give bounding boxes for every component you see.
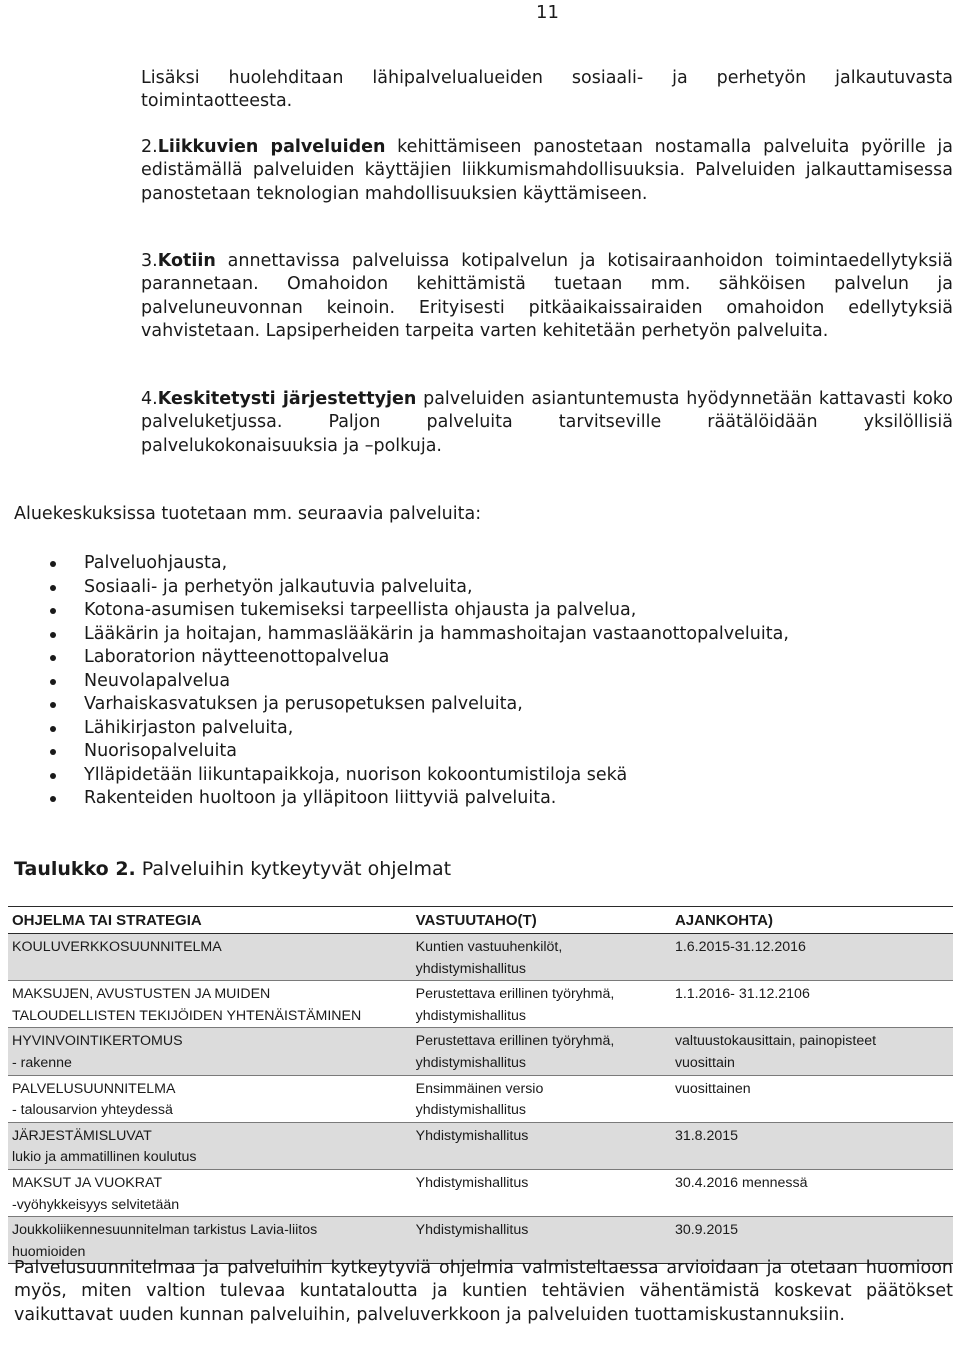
table-row xyxy=(8,1028,953,1075)
list-item xyxy=(0,787,789,811)
table-caption-text: Palveluihin kytkeytyvät ohjelmat xyxy=(135,858,452,880)
bullet-icon xyxy=(50,796,56,802)
list-item-text: Nuorisopalveluita xyxy=(84,741,237,761)
table-row xyxy=(8,1075,953,1122)
bullet-icon xyxy=(50,749,56,755)
cell-responsible xyxy=(412,981,671,1028)
cell-timing xyxy=(671,1028,953,1075)
cell-line: 30.9.2015 xyxy=(674,1222,739,1239)
cell-line: Yhdistymishallitus xyxy=(415,1174,529,1191)
bullet-icon xyxy=(50,773,56,779)
item-text: palveluiden asiantuntemusta hyödynnetään kattavasti koko palveluketjussa. Paljon palveluita tarvitseville räätälöidään yksilöllisiä palvelukokonaisuuksia ja –polkuja. xyxy=(141,389,953,456)
cell-line: yhdistymishallitus xyxy=(415,1007,526,1024)
list-item-4 xyxy=(141,388,953,458)
list-item-2 xyxy=(141,136,953,206)
column-header-program: OHJELMA TAI STRATEGIA xyxy=(8,907,412,934)
list-item xyxy=(0,646,789,670)
item-number: 4. xyxy=(141,389,158,409)
cell-line: vuosittain xyxy=(674,1054,735,1071)
table-row xyxy=(8,934,953,981)
cell-responsible xyxy=(412,1169,671,1216)
item-number: 2. xyxy=(141,137,158,157)
cell-program xyxy=(8,981,412,1028)
column-header-responsible: VASTUUTAHO(T) xyxy=(412,907,671,934)
cell-line: 1.1.2016- 31.12.2106 xyxy=(674,986,810,1003)
item-heading: Keskitetysti järjestettyjen xyxy=(157,389,417,409)
item-text: annettavissa palveluissa kotipalvelun ja kotisairaanhoidon toimintaedellytyksiä parannetaan. Omahoidon kehittämistä tuetaan mm. sähköisen palvelun ja palveluneuvonnan keinoin. Erityisesti pitkäaikaissairaiden omahoidon edellytyksiä vahvistetaan. Lapsiperheiden tarpeita varten kehitetään perhetyön palveluita. xyxy=(141,251,953,342)
cell-line: 31.8.2015 xyxy=(674,1127,739,1144)
list-item-3 xyxy=(141,250,953,344)
bullet-icon xyxy=(50,726,56,732)
list-item xyxy=(0,717,789,741)
cell-line: yhdistymishallitus xyxy=(415,1102,526,1119)
cell-line: TALOUDELLISTEN TEKIJÖIDEN YHTENÄISTÄMINEN xyxy=(12,1007,362,1024)
cell-timing xyxy=(671,981,953,1028)
cell-line: yhdistymishallitus xyxy=(415,960,526,977)
table-caption xyxy=(14,857,451,881)
cell-responsible xyxy=(412,1028,671,1075)
bullet-icon xyxy=(50,585,56,591)
cell-timing xyxy=(671,1075,953,1122)
table-header-row xyxy=(8,907,953,934)
bullet-icon xyxy=(50,561,56,567)
intro-paragraph: Lisäksi huolehditaan lähipalvelualueiden sosiaali- ja perhetyön jalkautuvasta toimintaotteesta. xyxy=(141,68,953,112)
list-item xyxy=(0,740,789,764)
cell-line: 1.6.2015-31.12.2016 xyxy=(674,939,806,955)
page-number: 11 xyxy=(536,2,559,23)
bullet-icon xyxy=(50,655,56,661)
column-header-timing: AJANKOHTA) xyxy=(671,907,953,934)
bullet-icon xyxy=(50,632,56,638)
cell-line: vuosittainen xyxy=(674,1080,751,1097)
table-row xyxy=(8,1169,953,1216)
list-item-text: Lääkärin ja hoitajan, hammaslääkärin ja hammashoitajan vastaanottopalveluita, xyxy=(84,623,789,644)
item-heading: Liikkuvien palveluiden xyxy=(157,137,386,157)
cell-line: -vyöhykkeisyys selvitetään xyxy=(12,1196,180,1213)
cell-responsible xyxy=(412,1122,671,1169)
services-intro: Aluekeskuksissa tuotetaan mm. seuraavia palveluita: xyxy=(14,504,482,524)
list-item xyxy=(0,693,789,717)
list-item-text: Lähikirjaston palveluita, xyxy=(84,717,294,738)
cell-line: PALVELUSUUNNITELMA xyxy=(12,1080,176,1097)
cell-line: Yhdistymishallitus xyxy=(415,1222,529,1239)
cell-line: KOULUVERKKOSUUNNITELMA xyxy=(12,939,222,955)
cell-line: - rakenne xyxy=(12,1054,72,1071)
cell-program xyxy=(8,1028,412,1075)
list-item xyxy=(0,599,789,623)
cell-line: - talousarvion yhteydessä xyxy=(12,1102,173,1119)
cell-line: Joukkoliikennesuunnitelman tarkistus Lavia-liitos xyxy=(12,1222,318,1239)
services-list xyxy=(0,552,789,811)
cell-line: lukio ja ammatillinen koulutus xyxy=(12,1149,197,1166)
list-item-text: Laboratorion näytteenottopalvelua xyxy=(84,647,390,667)
cell-program xyxy=(8,1169,412,1216)
cell-line: huomioiden xyxy=(12,1243,86,1260)
programs-table xyxy=(8,906,953,1264)
cell-line: JÄRJESTÄMISLUVAT xyxy=(12,1127,152,1144)
cell-line: Kuntien vastuuhenkilöt, xyxy=(415,939,563,955)
closing-paragraph: Palvelusuunnitelmaa ja palveluihin kytkeytyviä ohjelmia valmisteltaessa arvioidaan ja otetaan huomioon myös, miten valtion tulevaa kuntataloutta ja kuntien tehtävien vähentämistä koskevat päätökset vaikuttavat uuden kunnan palveluihin, palveluverkkoon ja palveluiden tuottamiskustannuksiin. xyxy=(14,1258,953,1325)
list-item xyxy=(0,670,789,694)
cell-program xyxy=(8,1122,412,1169)
table-row xyxy=(8,1122,953,1169)
item-heading: Kotiin xyxy=(157,251,216,271)
cell-responsible xyxy=(412,1075,671,1122)
bullet-icon xyxy=(50,679,56,685)
cell-line: Perustettava erillinen työryhmä, xyxy=(415,1033,615,1050)
list-item xyxy=(0,552,789,576)
list-item-text: Sosiaali- ja perhetyön jalkautuvia palveluita, xyxy=(84,576,473,597)
item-number: 3. xyxy=(141,251,158,271)
bullet-icon xyxy=(50,608,56,614)
cell-line: yhdistymishallitus xyxy=(415,1054,526,1071)
cell-line: Perustettava erillinen työryhmä, xyxy=(415,986,615,1003)
cell-line: MAKSUT JA VUOKRAT xyxy=(12,1174,163,1191)
cell-line: HYVINVOINTIKERTOMUS xyxy=(12,1033,183,1050)
item-text: kehittämiseen panostetaan nostamalla palveluita pyörille ja edistämällä palveluiden käyttäjien liikkumismahdollisuuksia. Palveluiden jalkauttamisessa panostetaan teknologian mahdollisuuksien käyttämiseen. xyxy=(141,137,953,204)
cell-program xyxy=(8,934,412,981)
cell-line: 30.4.2016 mennessä xyxy=(674,1174,808,1191)
cell-line: Ensimmäinen versio xyxy=(415,1080,544,1097)
bullet-icon xyxy=(50,702,56,708)
cell-timing xyxy=(671,934,953,981)
list-item-text: Neuvolapalvelua xyxy=(84,670,231,691)
list-item xyxy=(0,576,789,600)
cell-timing xyxy=(671,1122,953,1169)
table-caption-label: Taulukko 2. xyxy=(14,858,136,880)
table-row xyxy=(8,981,953,1028)
cell-line: valtuustokausittain, painopisteet xyxy=(674,1033,877,1050)
list-item-text: Ylläpidetään liikuntapaikkoja, nuorison kokoontumistiloja sekä xyxy=(84,764,628,785)
list-item-text: Varhaiskasvatuksen ja perusopetuksen palveluita, xyxy=(84,694,523,714)
cell-program xyxy=(8,1075,412,1122)
list-item-text: Kotona-asumisen tukemiseksi tarpeellista ohjausta ja palvelua, xyxy=(84,600,637,620)
cell-responsible xyxy=(412,934,671,981)
cell-line: MAKSUJEN, AVUSTUSTEN JA MUIDEN xyxy=(12,986,271,1003)
list-item xyxy=(0,623,789,647)
list-item-text: Rakenteiden huoltoon ja ylläpitoon liittyviä palveluita. xyxy=(84,788,557,808)
cell-line: Yhdistymishallitus xyxy=(415,1127,529,1144)
list-item xyxy=(0,764,789,788)
cell-timing xyxy=(671,1169,953,1216)
list-item-text: Palveluohjausta, xyxy=(84,553,228,573)
